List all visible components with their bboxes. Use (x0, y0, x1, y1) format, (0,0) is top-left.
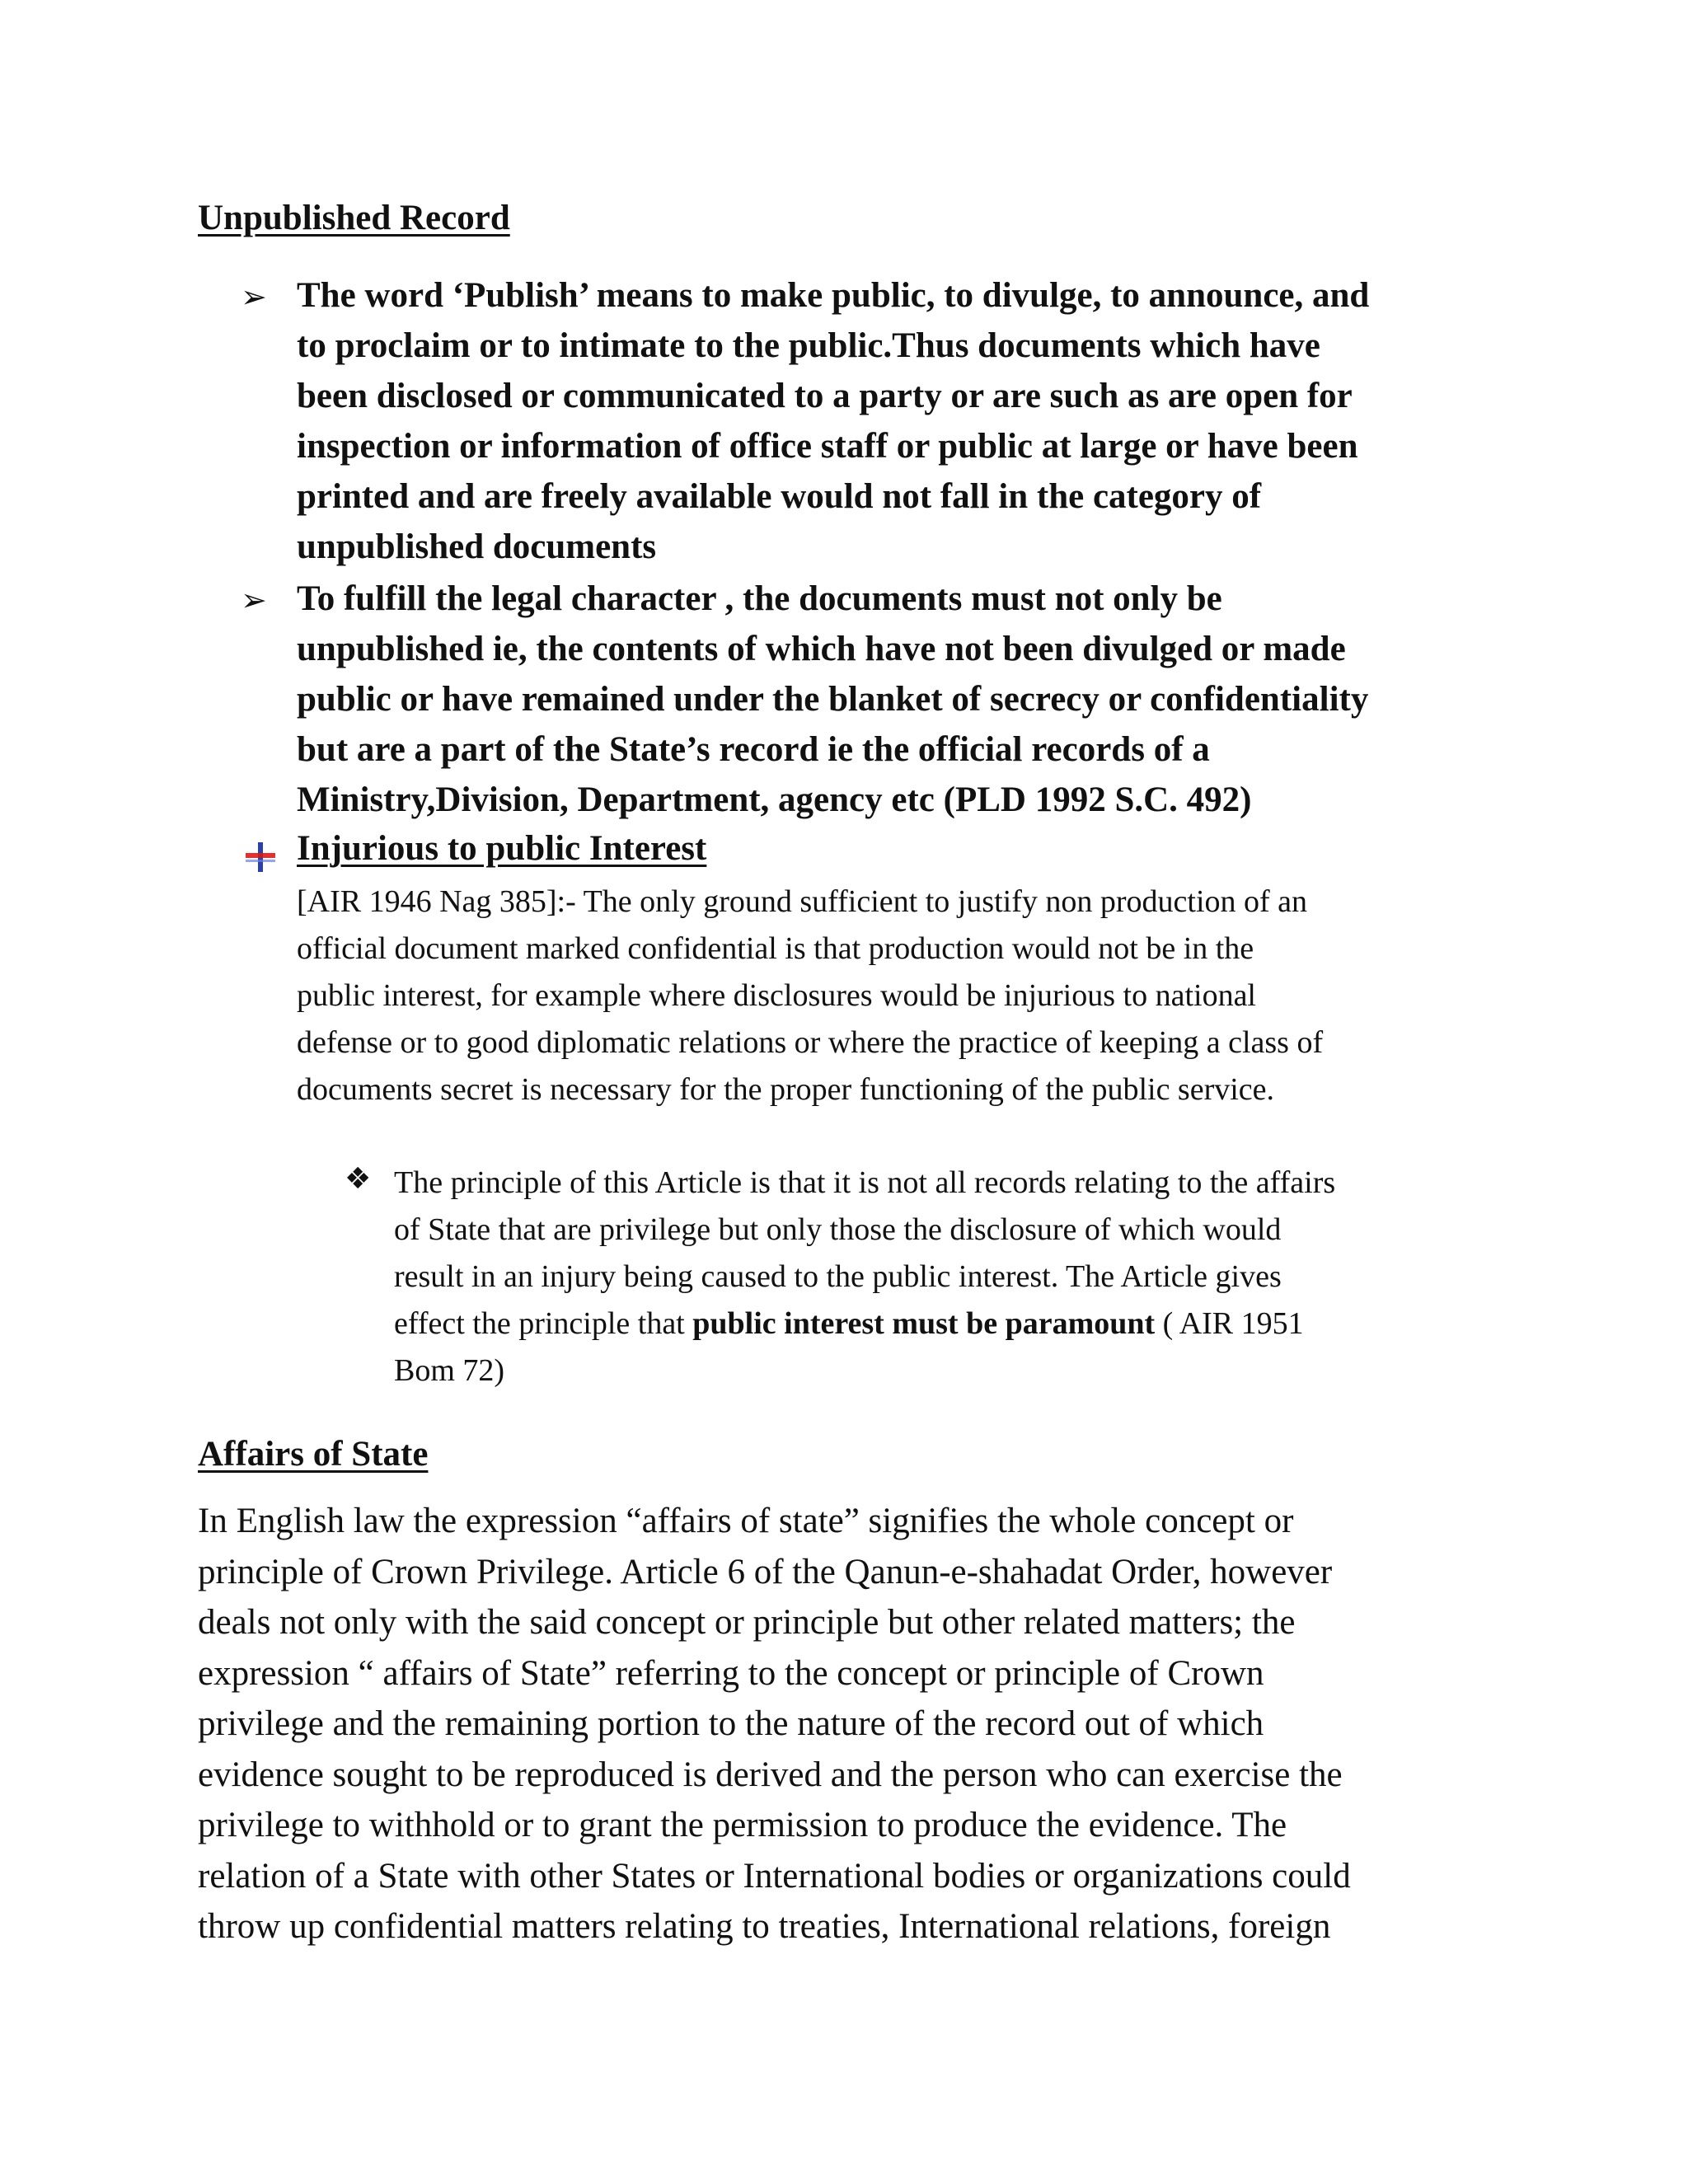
text-line: unpublished ie, the contents of which have not been divulged or made (297, 630, 1346, 668)
bullet-paragraph-legal-character (297, 574, 1517, 825)
text-line: [AIR 1946 Nag 385]:- The only ground sufficient to justify non production of an (297, 884, 1308, 919)
sub-heading-injurious: Injurious to public Interest (297, 829, 707, 868)
arrow-bullet-icon: ➢ (241, 279, 267, 315)
bullet-paragraph-publish (297, 270, 1517, 572)
paragraph-affairs-of-state (198, 1496, 1517, 1952)
text-line: expression “ affairs of State” referring to the concept or principle of Crown (198, 1653, 1264, 1693)
text-line: but are a part of the State’s record ie the official records of a (297, 730, 1210, 769)
text-line: Bom 72) (394, 1353, 505, 1388)
text-line: throw up confidential matters relating to treaties, International relations, foreign (198, 1907, 1331, 1946)
text-line: principle of Crown Privilege. Article 6 of the Qanun-e-shahadat Order, however (198, 1552, 1333, 1591)
bold-phrase: public interest must be paramount (692, 1306, 1156, 1341)
text-line: evidence sought to be reproduced is derived and the person who can exercise the (198, 1755, 1343, 1794)
text-fragment: ( AIR 1951 (1155, 1306, 1304, 1341)
text-line: result in an injury being caused to the public interest. The Article gives (394, 1259, 1282, 1294)
text-line: deals not only with the said concept or principle but other related matters; the (198, 1603, 1296, 1642)
text-line: To fulfill the legal character , the documents must not only be (297, 579, 1222, 618)
text-line (394, 1301, 1548, 1347)
section-heading-unpublished-record: Unpublished Record (198, 199, 510, 237)
text-line: to proclaim or to intimate to the public.Thus documents which have (297, 326, 1320, 365)
text-line: privilege and the remaining portion to the nature of the record out of which (198, 1704, 1264, 1743)
text-line: The word ‘Publish’ means to make public, to divulge, to announce, and (297, 276, 1370, 315)
section-heading-affairs-of-state: Affairs of State (198, 1435, 429, 1474)
text-line: public or have remained under the blanket of secrecy or confidentiality (297, 680, 1369, 719)
text-line: official document marked confidential is that production would not be in the (297, 931, 1254, 966)
text-line: unpublished documents (297, 527, 657, 566)
text-line: printed and are freely available would not fall in the category of (297, 477, 1262, 516)
paragraph-principle (394, 1160, 1548, 1394)
text-line: Ministry,Division, Department, agency etc (PLD 1992 S.C. 492) (297, 780, 1252, 819)
text-line: In English law the expression “affairs of state” signifies the whole concept or (198, 1502, 1294, 1540)
text-fragment: effect the principle that (394, 1306, 693, 1341)
text-line: The principle of this Article is that it is not all records relating to the affairs (394, 1165, 1336, 1200)
text-line: privilege to withhold or to grant the permission to produce the evidence. The (198, 1806, 1287, 1844)
diamond-bullet-icon: ❖ (345, 1162, 372, 1196)
text-line: relation of a State with other States or International bodies or organizations could (198, 1856, 1351, 1896)
text-line: been disclosed or communicated to a party or are such as are open for (297, 377, 1353, 415)
text-line: public interest, for example where disclosures would be injurious to national (297, 978, 1256, 1013)
text-line: of State that are privilege but only those the disclosure of which would (394, 1212, 1282, 1247)
text-line: documents secret is necessary for the proper functioning of the public service. (297, 1072, 1275, 1107)
arrow-bullet-icon: ➢ (241, 582, 267, 618)
text-line: defense or to good diplomatic relations or where the practice of keeping a class of (297, 1025, 1324, 1060)
plus-marker-icon (244, 841, 277, 874)
paragraph-air-1946 (297, 879, 1533, 1113)
text-line: inspection or information of office staff or public at large or have been (297, 427, 1358, 466)
